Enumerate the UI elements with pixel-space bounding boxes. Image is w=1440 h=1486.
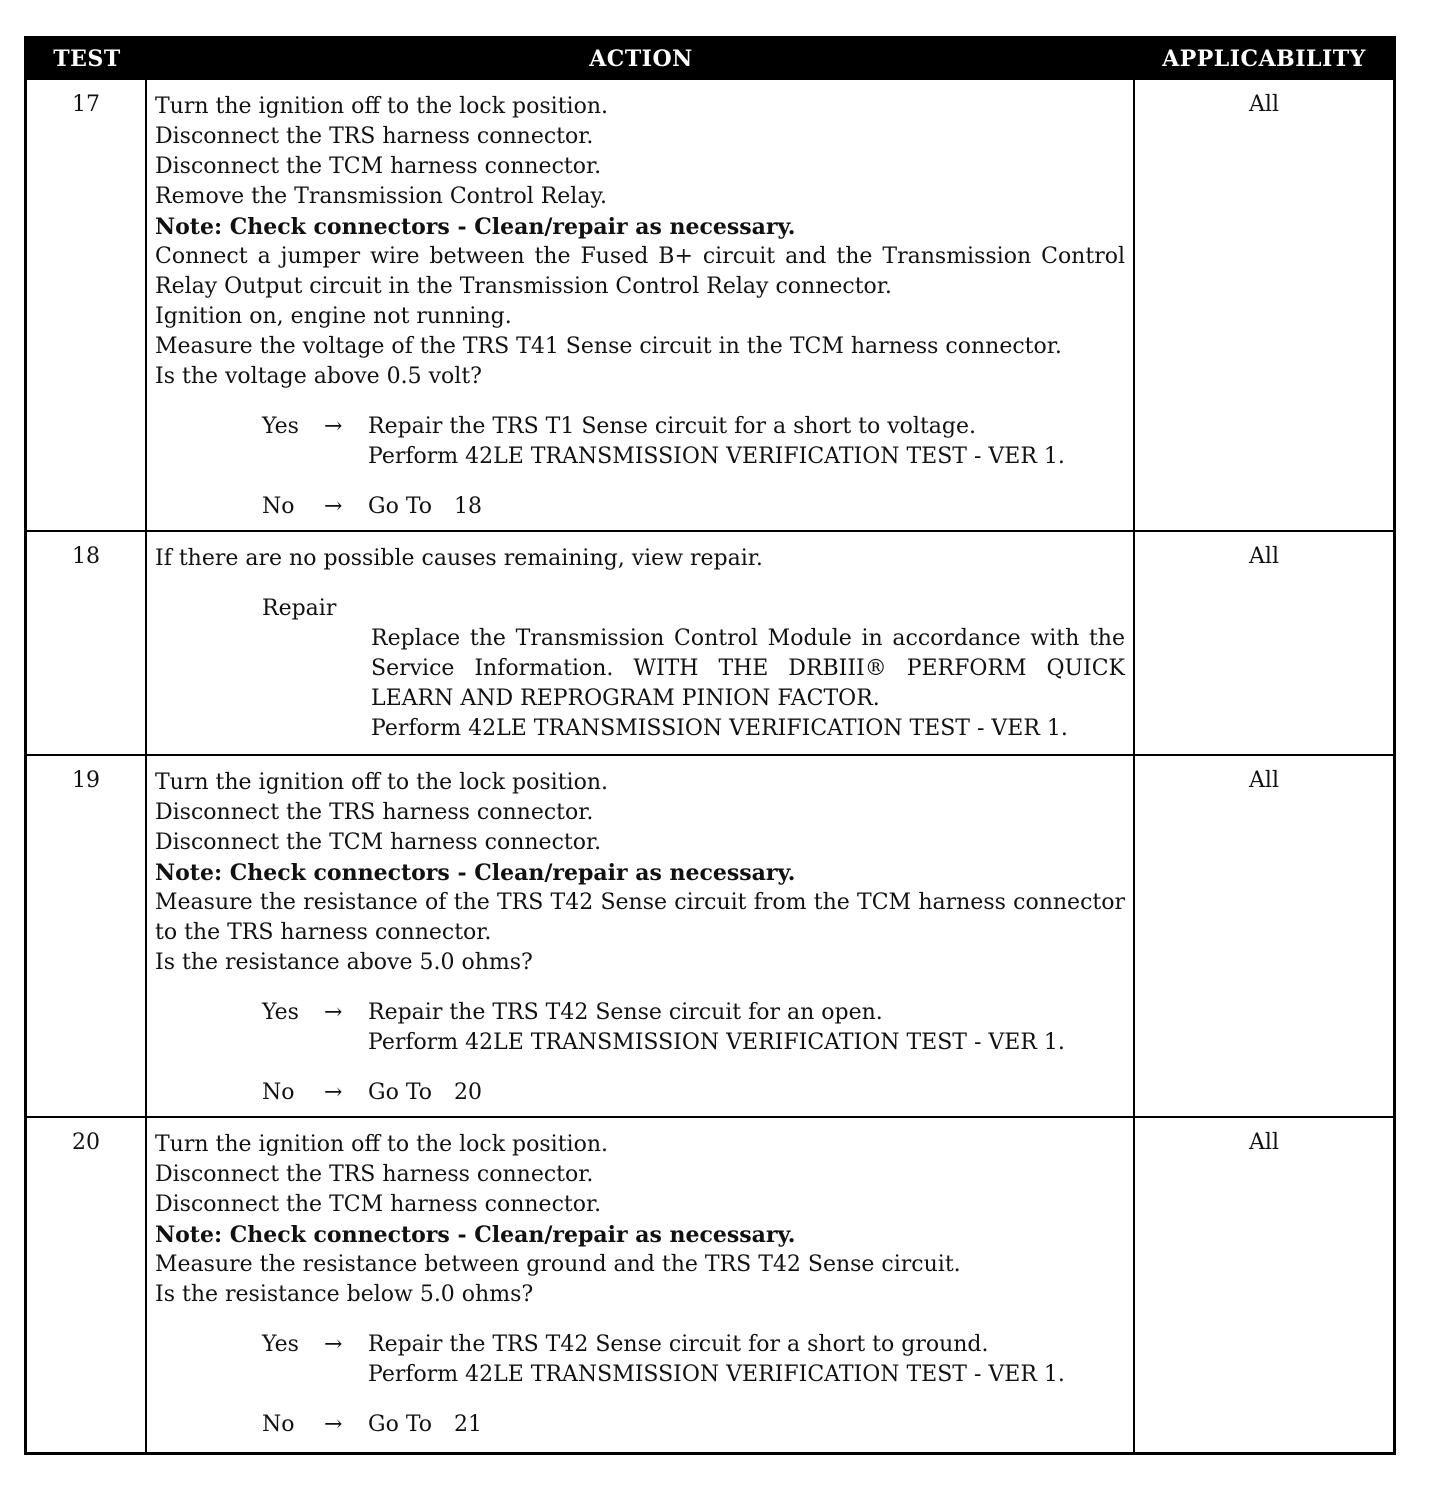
action-line: Disconnect the TCM harness connector.: [155, 830, 602, 855]
note-line: Note: Check connectors - Clean/repair as necessary.: [155, 1222, 796, 1248]
action-line: Disconnect the TCM harness connector.: [155, 154, 602, 179]
no-label: No: [262, 494, 295, 519]
yes-branch: [262, 412, 1125, 472]
arrow-right-icon: →: [324, 1080, 343, 1105]
go-to-label: Go To: [368, 1080, 433, 1105]
table-row: [27, 530, 1393, 754]
yes-label: Yes: [262, 414, 299, 439]
action-line: Measure the resistance of the TRS T42 Sense circuit from the TCM harness connector to the TRS harness connector.: [155, 890, 1125, 945]
note-line: Note: Check connectors - Clean/repair as necessary.: [155, 214, 796, 240]
no-result: [368, 492, 1125, 522]
go-to-label: Go To: [368, 494, 433, 519]
repair-body: [371, 624, 1125, 744]
action-line: If there are no possible causes remaining, view repair.: [155, 546, 763, 571]
arrow-right-icon: →: [324, 1000, 343, 1025]
applicability-cell: All: [1249, 92, 1279, 117]
repair-label: Repair: [262, 596, 337, 621]
repair-line: Replace the Transmission Control Module in accordance with the Service Information. WITH THE DRBIII® PERFORM QUICK LEARN AND REPROGRAM PINION FACTOR.: [371, 626, 1125, 711]
no-label: No: [262, 1080, 295, 1105]
action-cell: [147, 532, 1135, 754]
action-line: Disconnect the TRS harness connector.: [155, 1162, 594, 1187]
no-branch: [262, 492, 1125, 522]
test-number: 19: [27, 756, 147, 1116]
action-line: Turn the ignition off to the lock position.: [155, 94, 608, 119]
arrow-right-icon: →: [324, 1412, 343, 1437]
diagnostic-test-table: [24, 36, 1396, 1455]
yes-result-line: Repair the TRS T42 Sense circuit for a short to ground.: [368, 1332, 989, 1357]
question-line: Is the voltage above 0.5 volt?: [155, 364, 482, 389]
no-result: [368, 1078, 1125, 1108]
arrow-right-icon: →: [324, 1332, 343, 1357]
action-cell: [147, 756, 1135, 1116]
yes-result-line: Perform 42LE TRANSMISSION VERIFICATION TEST - VER 1.: [368, 1030, 1065, 1055]
header-applicability: APPLICABILITY: [1162, 45, 1366, 72]
yes-result: [368, 412, 1125, 472]
go-to-target: 21: [454, 1412, 483, 1437]
action-line: Turn the ignition off to the lock position.: [155, 1132, 608, 1157]
header-test: TEST: [53, 45, 121, 72]
table-header: [27, 39, 1393, 78]
action-line: Measure the resistance between ground and the TRS T42 Sense circuit.: [155, 1252, 961, 1277]
yes-result-line: Perform 42LE TRANSMISSION VERIFICATION TEST - VER 1.: [368, 1362, 1065, 1387]
go-to-target: 18: [454, 494, 483, 519]
question-line: Is the resistance above 5.0 ohms?: [155, 950, 533, 975]
yes-label: Yes: [262, 1332, 299, 1357]
applicability-cell: All: [1249, 1130, 1279, 1155]
yes-label: Yes: [262, 1000, 299, 1025]
yes-branch: [262, 1330, 1125, 1390]
test-number: 17: [27, 80, 147, 530]
note-line: Note: Check connectors - Clean/repair as necessary.: [155, 860, 796, 886]
action-cell: [147, 80, 1135, 530]
table-row: [27, 1116, 1393, 1452]
table-row: [27, 78, 1393, 530]
yes-result-line: Repair the TRS T42 Sense circuit for an open.: [368, 1000, 883, 1025]
action-line: Disconnect the TRS harness connector.: [155, 800, 594, 825]
go-to-target: 20: [454, 1080, 483, 1105]
yes-branch: [262, 998, 1125, 1058]
applicability-cell: All: [1249, 544, 1279, 569]
arrow-right-icon: →: [324, 414, 343, 439]
action-line: Turn the ignition off to the lock position.: [155, 770, 608, 795]
action-line: Ignition on, engine not running.: [155, 304, 512, 329]
no-label: No: [262, 1412, 295, 1437]
action-line: Connect a jumper wire between the Fused B+ circuit and the Transmission Control Relay Output circuit in the Transmission Control Relay connector.: [155, 244, 1125, 299]
action-line: Measure the voltage of the TRS T41 Sense circuit in the TCM harness connector.: [155, 334, 1062, 359]
yes-result: [368, 1330, 1125, 1390]
go-to-label: Go To: [368, 1412, 433, 1437]
action-line: Remove the Transmission Control Relay.: [155, 184, 607, 209]
yes-result-line: Repair the TRS T1 Sense circuit for a short to voltage.: [368, 414, 977, 439]
question-line: Is the resistance below 5.0 ohms?: [155, 1282, 534, 1307]
test-number: 18: [27, 532, 147, 754]
header-action: ACTION: [589, 45, 693, 72]
table-row: [27, 754, 1393, 1116]
applicability-cell: All: [1249, 768, 1279, 793]
yes-result-line: Perform 42LE TRANSMISSION VERIFICATION TEST - VER 1.: [368, 444, 1065, 469]
yes-result: [368, 998, 1125, 1058]
repair-line: Perform 42LE TRANSMISSION VERIFICATION TEST - VER 1.: [371, 716, 1068, 741]
no-result: [368, 1410, 1125, 1440]
test-number: 20: [27, 1118, 147, 1452]
action-line: Disconnect the TRS harness connector.: [155, 124, 594, 149]
arrow-right-icon: →: [324, 494, 343, 519]
action-cell: [147, 1118, 1135, 1452]
no-branch: [262, 1078, 1125, 1108]
action-line: Disconnect the TCM harness connector.: [155, 1192, 602, 1217]
no-branch: [262, 1410, 1125, 1440]
